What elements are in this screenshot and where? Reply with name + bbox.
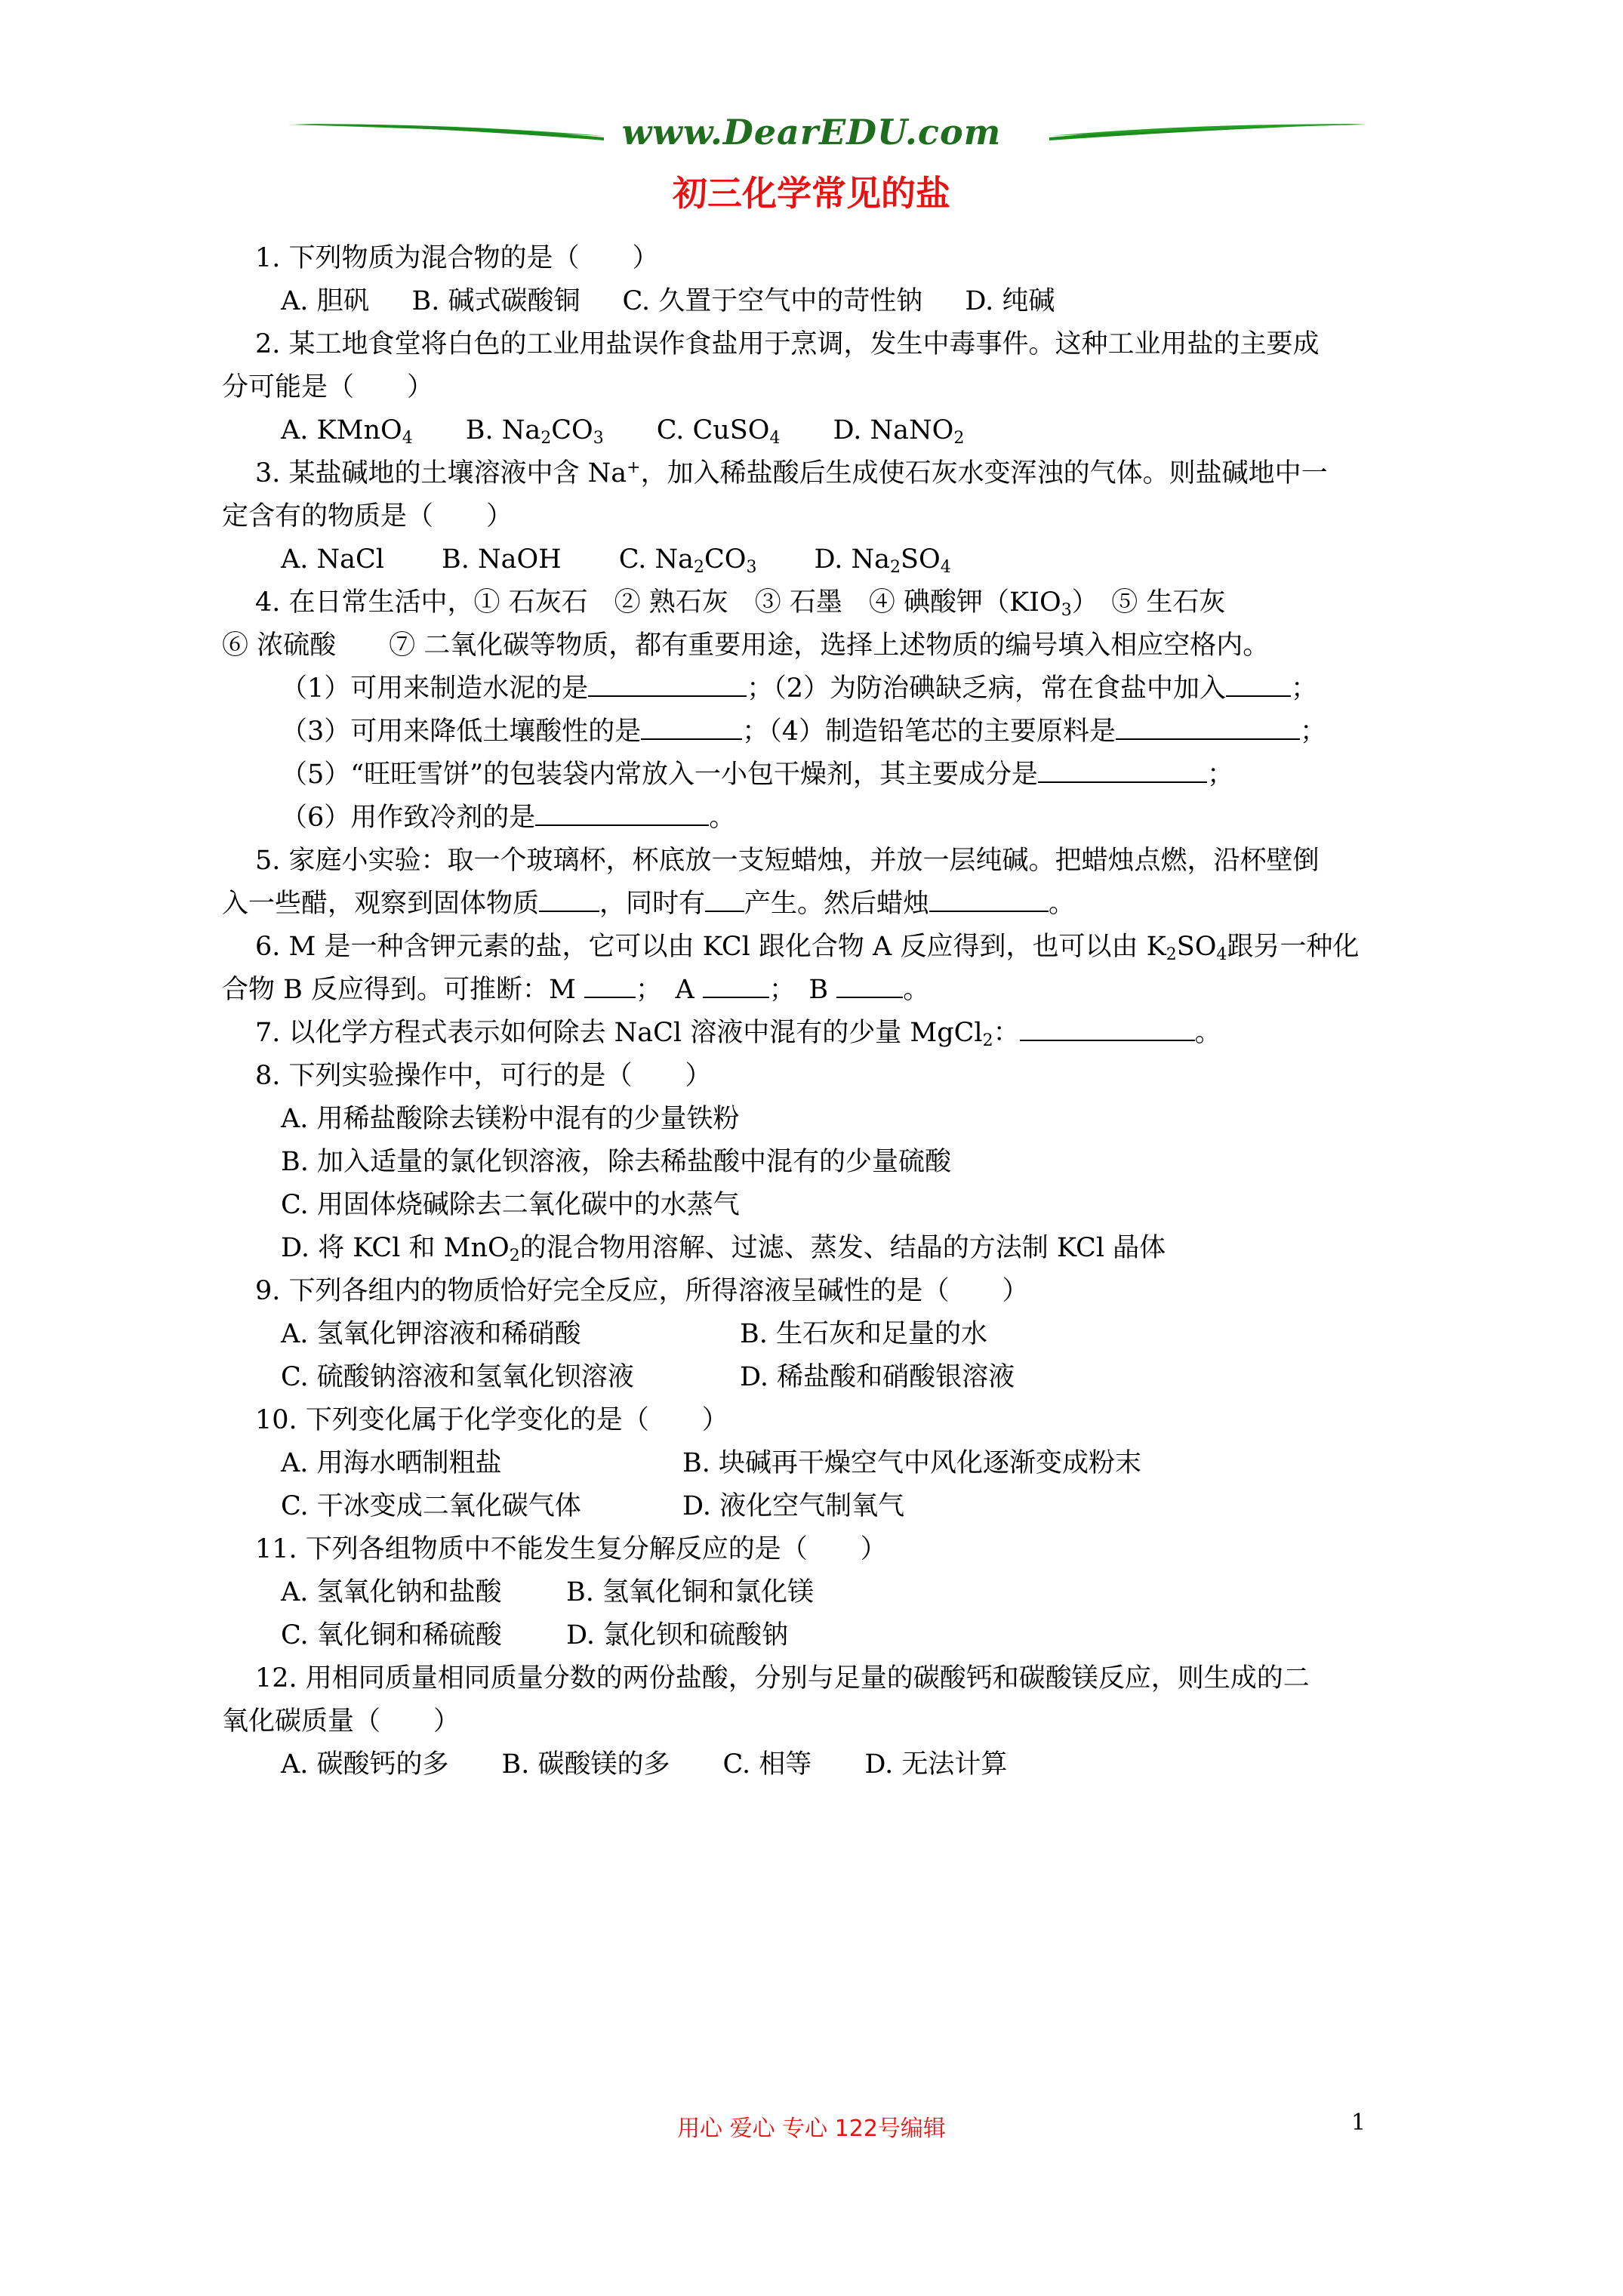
question-11-stem: 11. 下列各组物质中不能发生复分解反应的是（ ） bbox=[255, 1534, 887, 1564]
q9-option-b: B. 生石灰和足量的水 bbox=[740, 1319, 987, 1349]
q11-option-c: C. 氧化铜和稀硫酸 bbox=[281, 1620, 502, 1650]
question-4-part-3-4: （3）可用来降低土壤酸性的是 ；（4）制造铅笔芯的主要原料是 ； bbox=[222, 710, 1415, 754]
q12-option-c: C. 相等 bbox=[722, 1749, 812, 1780]
q2-option-c: C. CuSO$_4$ bbox=[656, 415, 781, 448]
footer-text: 用心 爱心 专心 122号编辑 bbox=[677, 2116, 946, 2142]
q2-option-b: B. $Na_2CO_3$ bbox=[465, 415, 604, 448]
q10-option-a: A. 用海水晒制粗盐 bbox=[281, 1448, 502, 1478]
blank-4-1[interactable] bbox=[588, 670, 747, 697]
question-3-stem-line2: 定含有的物质是（ ） bbox=[222, 501, 513, 532]
question-11-options-cd bbox=[222, 1614, 1415, 1657]
blank-4-3[interactable] bbox=[641, 713, 742, 740]
q1-option-d: D. 纯碱 bbox=[965, 286, 1055, 316]
q2-option-a: A. KMnO$_4$ bbox=[281, 415, 413, 448]
q12-option-b: B. 碳酸镁的多 bbox=[501, 1749, 670, 1780]
question-9-options-cd bbox=[222, 1356, 1415, 1399]
question-4-stem-line2: ⑥ 浓硫酸 ⑦ 二氧化碳等物质，都有重要用途，选择上述物质的编号填入相应空格内。 bbox=[222, 630, 1270, 661]
q3-option-a: A. NaCl bbox=[281, 544, 384, 575]
q9-option-c: C. 硫酸钠溶液和氢氧化钡溶液 bbox=[281, 1362, 634, 1392]
question-5-stem-line1: 5. 家庭小实验：取一个玻璃杯，杯底放一支短蜡烛，并放一层纯碱。把蜡烛点燃，沿杯壁倒 bbox=[255, 846, 1320, 876]
q9-option-a: A. 氢氧化钾溶液和稀硝酸 bbox=[281, 1319, 581, 1349]
q9-option-d: D. 稀盐酸和硝酸银溶液 bbox=[740, 1362, 1015, 1392]
question-6-stem-line1: 6. M 是一种含钾元素的盐，它可以由 KCl 跟化合物 A 反应得到，也可以由 $K_2SO_4$跟另一种化 bbox=[255, 932, 1360, 964]
blank-4-6[interactable] bbox=[535, 799, 709, 826]
blank-5-3[interactable] bbox=[929, 885, 1049, 912]
q3-option-d: D. $Na_2SO_4$ bbox=[814, 544, 951, 577]
q10-option-c: C. 干冰变成二氧化碳气体 bbox=[281, 1491, 581, 1521]
question-11-options-ab bbox=[222, 1571, 1415, 1614]
q10-option-d: D. 液化空气制氧气 bbox=[682, 1491, 905, 1521]
q3-option-b: B. NaOH bbox=[442, 544, 562, 575]
question-8-stem: 8. 下列实验操作中，可行的是（ ） bbox=[255, 1061, 712, 1091]
blank-5-1[interactable] bbox=[539, 885, 599, 912]
page-number: 1 bbox=[1351, 2110, 1366, 2136]
q11-option-b: B. 氢氧化铜和氯化镁 bbox=[566, 1577, 814, 1607]
question-4-part-1-2: （1）可用来制造水泥的是 ；（2）为防治碘缺乏病，常在食盐中加入 ； bbox=[222, 667, 1415, 710]
q12-option-a: A. 碳酸钙的多 bbox=[281, 1749, 449, 1780]
site-logo-text: www.DearEDU.com bbox=[621, 112, 1002, 153]
q8-option-a: A. 用稀盐酸除去镁粉中混有的少量铁粉 bbox=[281, 1104, 740, 1134]
question-7: 7. 以化学方程式表示如何除去 NaCl 溶液中混有的少量 MgCl$_2$： 。 bbox=[222, 1012, 1415, 1055]
question-3-stem-line1: 3. 某盐碱地的土壤溶液中含 Na+，加入稀盐酸后生成使石灰水变浑浊的气体。则盐碱地中一 bbox=[255, 458, 1328, 488]
q11-option-d: D. 氯化钡和硫酸钠 bbox=[566, 1620, 789, 1650]
q10-option-b: B. 块碱再干燥空气中风化逐渐变成粉末 bbox=[682, 1448, 1141, 1478]
question-12-stem-line1: 12. 用相同质量相同质量分数的两份盐酸，分别与足量的碳酸钙和碳酸镁反应，则生成的二 bbox=[255, 1663, 1310, 1693]
question-3-options bbox=[222, 538, 1415, 581]
blank-6-a[interactable] bbox=[703, 971, 769, 998]
question-10-stem: 10. 下列变化属于化学变化的是（ ） bbox=[255, 1405, 728, 1435]
question-2-options bbox=[222, 409, 1415, 452]
question-4-stem-line1: 4. 在日常生活中，① 石灰石 ② 熟石灰 ③ 石墨 ④ 碘酸钾$(KIO_3)$ ⑤ 生石灰 bbox=[255, 587, 1226, 620]
question-9-stem: 9. 下列各组内的物质恰好完全反应，所得溶液呈碱性的是（ ） bbox=[255, 1276, 1029, 1306]
blank-4-2[interactable] bbox=[1226, 670, 1291, 697]
question-5-stem-line2: 入一些醋，观察到固体物质 ，同时有 产生。然后蜡烛 。 bbox=[222, 883, 1415, 926]
page-title: 初三化学常见的盐 bbox=[673, 173, 950, 214]
question-12-stem-line2: 氧化碳质量（ ） bbox=[222, 1706, 460, 1737]
q8-option-d: D. 将 KCl 和 MnO$_2$的混合物用溶解、过滤、蒸发、结晶的方法制 KCl 晶体 bbox=[281, 1233, 1166, 1265]
blank-5-2[interactable] bbox=[705, 885, 744, 912]
blank-7[interactable] bbox=[1020, 1014, 1195, 1041]
q8-option-c: C. 用固体烧碱除去二氧化碳中的水蒸气 bbox=[281, 1190, 740, 1220]
question-list bbox=[222, 237, 1415, 1786]
blank-6-b[interactable] bbox=[836, 971, 903, 998]
question-4-part-5: （5）“旺旺雪饼”的包装袋内常放入一小包干燥剂，其主要成分是 ； bbox=[222, 754, 1415, 797]
question-2-stem-line2: 分可能是（ ） bbox=[222, 372, 434, 402]
q3-option-c: C. $Na_2CO_3$ bbox=[618, 544, 757, 577]
blank-4-4[interactable] bbox=[1116, 713, 1300, 740]
q12-option-d: D. 无法计算 bbox=[864, 1749, 1008, 1780]
question-10-options-ab bbox=[222, 1442, 1415, 1485]
question-1-stem: 1. 下列物质为混合物的是（ ） bbox=[255, 243, 659, 273]
blank-4-5[interactable] bbox=[1038, 756, 1207, 783]
q1-option-b: B. 碱式碳酸铜 bbox=[411, 286, 581, 316]
q8-option-b: B. 加入适量的氯化钡溶液，除去稀盐酸中混有的少量硫酸 bbox=[281, 1147, 951, 1177]
question-9-options-ab bbox=[222, 1313, 1415, 1356]
question-10-options-cd bbox=[222, 1485, 1415, 1528]
q2-option-d: D. NaNO$_2$ bbox=[833, 415, 965, 448]
question-12-options bbox=[222, 1743, 1415, 1786]
question-4-part-6: （6）用作致冷剂的是 。 bbox=[222, 797, 1415, 840]
question-6-stem-line2: 合物 B 反应得到。可推断：M ； A ； B 。 bbox=[222, 969, 1415, 1012]
q11-option-a: A. 氢氧化钠和盐酸 bbox=[281, 1577, 502, 1607]
question-1-options bbox=[222, 280, 1415, 323]
q1-option-c: C. 久置于空气中的苛性钠 bbox=[622, 286, 923, 316]
question-2-stem-line1: 2. 某工地食堂将白色的工业用盐误作食盐用于烹调，发生中毒事件。这种工业用盐的主要成 bbox=[255, 329, 1320, 359]
q1-option-a: A. 胆矾 bbox=[281, 286, 370, 316]
blank-6-m[interactable] bbox=[584, 971, 636, 998]
